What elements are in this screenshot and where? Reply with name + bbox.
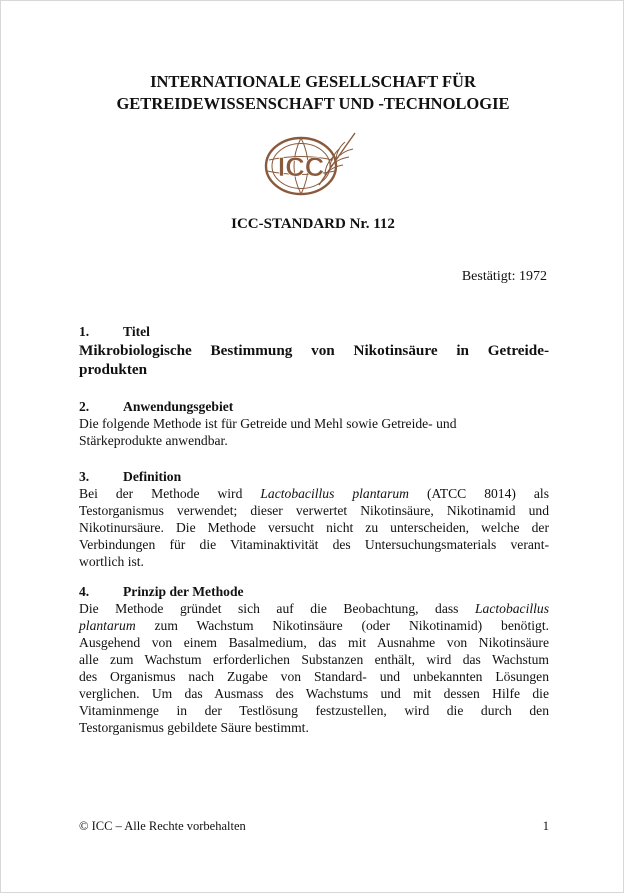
paragraph-line: Vitaminmenge in der Testlösung festzustellen, wird die durch den xyxy=(79,703,549,718)
paragraph-line: Ausgehend von einem Basalmedium, das mit Ausnahme von Nikotinsäure xyxy=(79,635,549,650)
paragraph-line: Nikotinursäure. Die Methode versucht nicht zu unterscheiden, welche der xyxy=(79,520,549,535)
definition-text xyxy=(79,485,549,570)
section-heading xyxy=(79,398,549,415)
section-principle xyxy=(79,583,549,736)
section-heading-text: Titel xyxy=(123,324,150,339)
org-line-2: GETREIDEWISSENSCHAFT UND -TECHNOLOGIE xyxy=(116,94,510,113)
standard-number: ICC-STANDARD Nr. 112 xyxy=(231,216,395,232)
text-span: Bei der Methode wird xyxy=(79,486,261,501)
section-definition xyxy=(79,468,549,570)
section-title xyxy=(79,323,549,379)
text-span: Die Methode gründet sich auf die Beobachtung, dass xyxy=(79,601,475,616)
method-title-line-1: Mikrobiologische Bestimmung von Nikotinsäure in Getreide- xyxy=(79,342,549,359)
paragraph-line xyxy=(79,485,549,502)
org-line-1: INTERNATIONALE GESELLSCHAFT FÜR xyxy=(150,72,476,91)
paragraph-line: Testorganismus gebildete Säure bestimmt. xyxy=(79,720,309,735)
species-name: plantarum xyxy=(79,618,136,633)
section-heading-text: Prinzip der Methode xyxy=(123,584,244,599)
paragraph-line: Die folgende Methode ist für Getreide und Mehl sowie Getreide- und xyxy=(79,416,457,431)
paragraph-line: Testorganismus verwendet; dieser verwertet Nikotinsäure, Nikotinamid und xyxy=(79,503,549,518)
paragraph-line: des Organismus nach Zugabe von Standard- und unbekannten Lösungen xyxy=(79,669,549,684)
section-number: 2. xyxy=(79,399,90,414)
section-number: 4. xyxy=(79,584,90,599)
section-scope xyxy=(79,398,549,449)
section-heading xyxy=(79,583,549,600)
paragraph-line: alle zum Wachstum erforderlichen Substanzen enthält, wird das Wachstum xyxy=(79,652,549,667)
page-footer xyxy=(79,819,549,834)
organization-name xyxy=(41,71,585,115)
paragraph-line xyxy=(79,600,549,617)
section-heading xyxy=(79,323,549,340)
paragraph-line: verglichen. Um das Ausmass des Wachstums und mit dessen Hilfe die xyxy=(79,686,549,701)
text-span: zum Wachstum Nikotinsäure (oder Nikotinamid) benötigt. xyxy=(135,618,549,633)
page-number: 1 xyxy=(542,819,549,833)
section-heading xyxy=(79,468,549,485)
scope-text xyxy=(79,415,549,449)
logo-text: ICC xyxy=(277,152,325,182)
section-number: 1. xyxy=(79,324,90,339)
confirmed-date: Bestätigt: 1972 xyxy=(461,269,547,284)
paragraph-line: Stärkeprodukte anwendbar. xyxy=(79,433,228,448)
paragraph-line: wortlich ist. xyxy=(79,554,144,569)
paragraph-line xyxy=(79,617,549,634)
principle-text xyxy=(79,600,549,736)
method-title-line-2: produkten xyxy=(79,361,148,378)
method-title xyxy=(79,341,549,379)
section-number: 3. xyxy=(79,469,90,484)
text-span: (ATCC 8014) als xyxy=(408,486,549,501)
section-heading-text: Definition xyxy=(123,469,182,484)
species-name: Lactobacillus plantarum xyxy=(260,486,409,501)
section-heading-text: Anwendungsgebiet xyxy=(123,399,234,414)
paragraph-line: Verbindungen für die Vitaminaktivität des Untersuchungsmaterials verant- xyxy=(79,537,549,552)
copyright-notice: © ICC – Alle Rechte vorbehalten xyxy=(79,819,246,833)
species-name: Lactobacillus xyxy=(474,601,549,616)
icc-logo xyxy=(263,127,363,199)
